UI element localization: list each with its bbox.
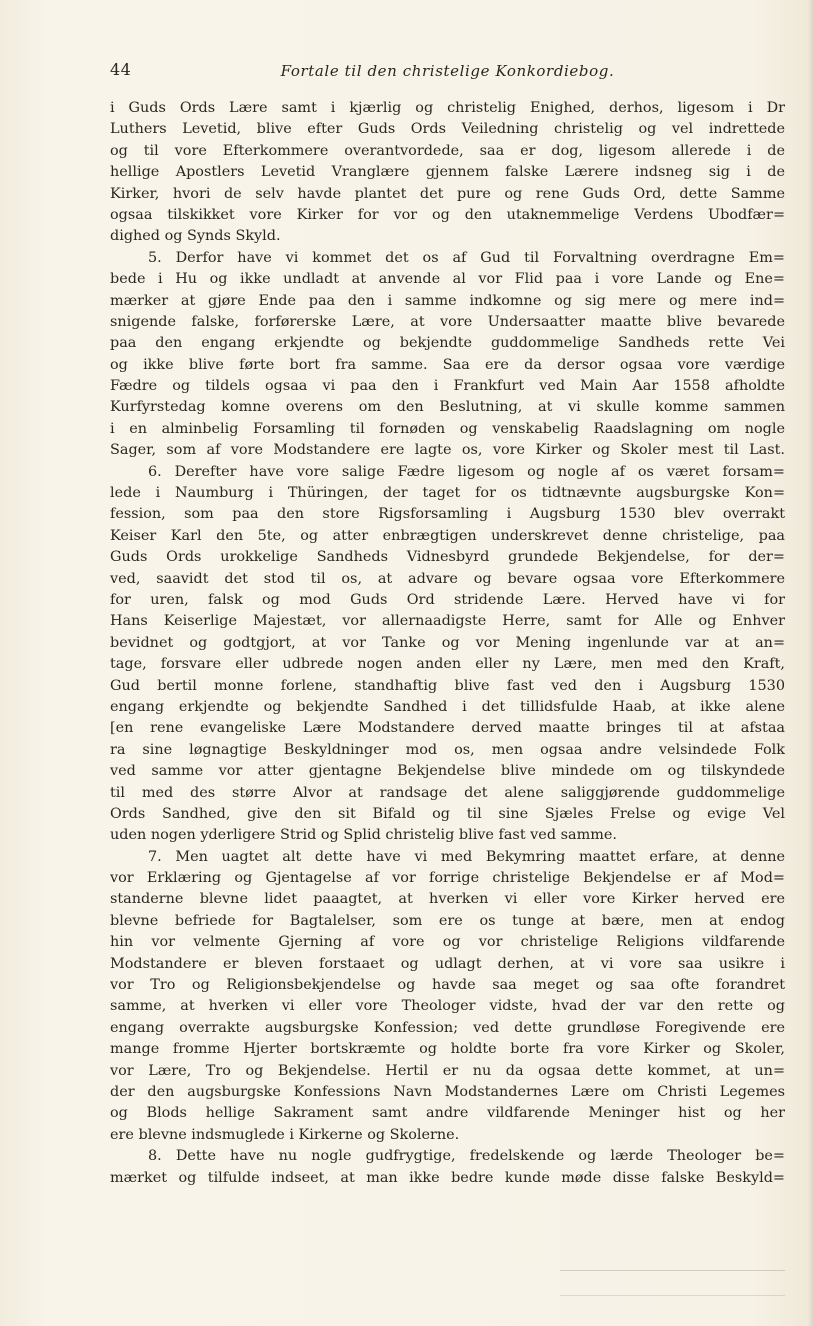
text-line: paa den engang erkjendte og bekjendte guddommelige Sandheds rette Vei <box>110 335 785 352</box>
text-line: ogsaa tilskikket vore Kirker for vor og den utaknemmelige Verdens Ubodfær= <box>110 206 785 223</box>
text-line: for uren, falsk og mod Guds Ord stridende Lære. Herved have vi for <box>110 591 785 608</box>
text-line: og til vore Efterkommere overantvordede, saa er dog, ligesom allerede i de <box>110 142 785 159</box>
text-line: 5. Derfor have vi kommet det os af Gud til Forvaltning overdragne Em= <box>148 249 785 266</box>
text-line: dighed og Synds Skyld. <box>110 228 281 245</box>
text-line: mærket og tilfulde indseet, at man ikke bedre kunde møde disse falske Beskyld= <box>110 1169 785 1186</box>
text-line: hin vor velmente Gjerning af vore og vor christelige Religions vildfarende <box>110 934 785 951</box>
page-number: 44 <box>110 60 132 79</box>
text-line: Gud bertil monne forlene, standhaftig blive fast ved den i Augsburg 1530 <box>110 677 785 694</box>
text-line: Keiser Karl den 5te, og atter enbrægtigen underskrevet denne christelige, paa <box>110 527 785 544</box>
text-line: uden nogen yderligere Strid og Splid christelig blive fast ved samme. <box>110 827 617 844</box>
text-line: fession, som paa den store Rigsforsamling i Augsburg 1530 blev overrakt <box>110 506 785 523</box>
text-line: bede i Hu og ikke undladt at anvende al vor Flid paa i vore Lande og Ene= <box>110 271 785 288</box>
text-line: bevidnet og godtgjort, at vor Tanke og vor Mening ingenlunde var at an= <box>110 634 785 651</box>
text-line: og Blods hellige Sakrament samt andre vildfarende Meninger hist og her <box>110 1105 785 1122</box>
text-line: tage, forsvare eller udbrede nogen anden eller ny Lære, men med den Kraft, <box>110 656 785 673</box>
text-line: vor Lære, Tro og Bekjendelse. Hertil er nu da ogsaa dette kommet, at un= <box>110 1062 785 1079</box>
text-line: vor Erklæring og Gjentagelse af vor forrige christelige Bekjendelse er af Mod= <box>110 870 785 887</box>
text-line: og ikke blive førte bort fra samme. Saa ere da dersor ogsaa vore værdige <box>110 356 785 373</box>
text-line: Guds Ords urokkelige Sandheds Vidnesbyrd grundede Bekjendelse, for der= <box>110 549 785 566</box>
text-line: ere blevne indsmuglede i Kirkerne og Skolerne. <box>110 1126 460 1143</box>
text-line: blevne befriede for Bagtalelser, som ere os tunge at bære, men at endog <box>110 912 785 929</box>
text-line: Sager, som af vore Modstandere ere lagte os, vore Kirker og Skoler mest til Last. <box>110 442 785 459</box>
text-line: engang overrakte augsburgske Konfession; ved dette grundløse Foregivende ere <box>110 1019 785 1036</box>
text-line: Modstandere er bleven forstaaet og udlagt derhen, at vi vore saa usikre i <box>110 955 785 972</box>
text-line: Kirker, hvori de selv havde plantet det pure og rene Guds Ord, dette Samme <box>110 185 785 202</box>
text-line: der den augsburgske Konfessions Navn Modstandernes Lære om Christi Legemes <box>110 1083 785 1100</box>
text-line: 6. Derefter have vore salige Fædre ligesom og nogle af os været forsam= <box>148 463 785 480</box>
text-line: ved samme vor atter gjentagne Bekjendelse blive mindede om og tilskyndede <box>110 763 785 780</box>
text-line: samme, at hverken vi eller vore Theologer vidste, hvad der var den rette og <box>110 998 785 1015</box>
text-line: mange fromme Hjerter bortskræmte og holdte borte fra vore Kirker og Skoler, <box>110 1041 785 1058</box>
text-line: Kurfyrstedag komne overens om den Beslutning, at vi skulle komme sammen <box>110 399 785 416</box>
text-line: engang erkjendte og bekjendte Sandhed i det tillidsfulde Haab, at ikke alene <box>110 698 785 715</box>
text-line: ra sine løgnagtige Beskyldninger mod os, men ogsaa andre velsindede Folk <box>110 741 785 758</box>
body-text <box>110 98 785 1189</box>
text-line: snigende falske, forførerske Lære, at vore Undersaatter maatte blive bevarede <box>110 313 785 330</box>
text-line: Luthers Levetid, blive efter Guds Ords Veiledning christelig og vel indrettede <box>110 121 785 138</box>
text-line: mærker at gjøre Ende paa den i samme indkomne og sig mere og mere ind= <box>110 292 785 309</box>
text-line: i en alminbelig Forsamling til fornøden og venskabelig Raadslagning om nogle <box>110 420 785 437</box>
page-edge-shadow <box>808 0 814 1326</box>
text-line: vor Tro og Religionsbekjendelse og havde saa meget og saa ofte forandret <box>110 977 785 994</box>
text-line: 7. Men uagtet alt dette have vi med Bekymring maattet erfare, at denne <box>148 848 785 865</box>
text-line: til med des større Alvor at randsage det alene saliggjørende guddommelige <box>110 784 785 801</box>
page-header <box>110 60 785 84</box>
text-line: i Guds Ords Lære samt i kjærlig og christelig Enighed, derhos, ligesom i Dr <box>110 100 785 116</box>
running-title: Fortale til den christelige Konkordiebog. <box>280 62 615 80</box>
pencil-mark <box>560 1270 785 1296</box>
text-line: lede i Naumburg i Thüringen, der taget for os tidtnævnte augsburgske Kon= <box>110 485 785 502</box>
text-line: Hans Keiserlige Majestæt, vor allernaadigste Herre, samt for Alle og Enhver <box>110 613 785 630</box>
text-line: Fædre og tildels ogsaa vi paa den i Frankfurt ved Main Aar 1558 afholdte <box>110 378 785 395</box>
text-line: hellige Apostlers Levetid Vranglære gjennem falske Lærere indsneg sig i de <box>110 164 785 181</box>
text-line: standerne blevne lidet paaagtet, at hverken vi eller vore Kirker herved ere <box>110 891 785 908</box>
text-line: Ords Sandhed, give den sit Bifald og til sine Sjæles Frelse og evige Vel <box>110 805 785 822</box>
text-line: [en rene evangeliske Lære Modstandere derved maatte bringes til at afstaa <box>110 720 785 737</box>
text-line: ved, saavidt det stod til os, at advare og bevare ogsaa vore Efterkommere <box>110 570 785 587</box>
text-line: 8. Dette have nu nogle gudfrygtige, fredelskende og lærde Theologer be= <box>148 1148 785 1165</box>
